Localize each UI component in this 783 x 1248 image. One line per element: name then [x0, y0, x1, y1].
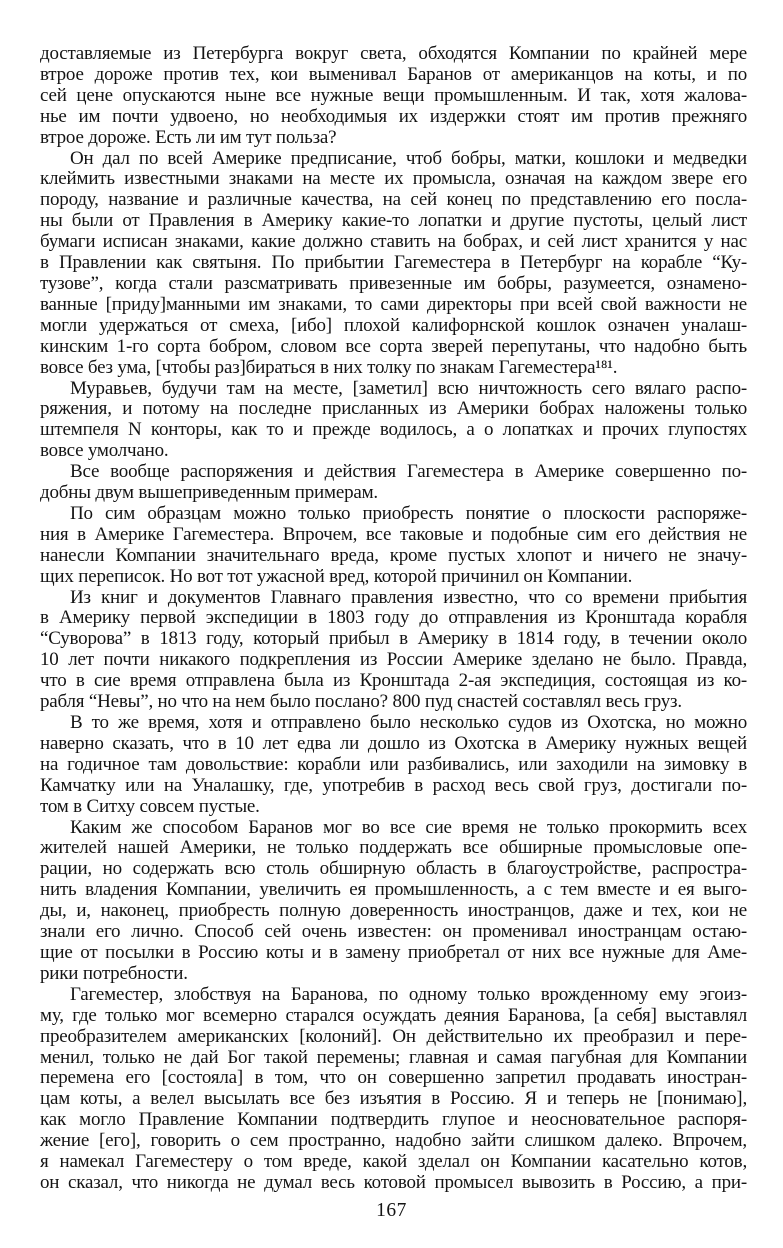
text-line: перемена его [состояла] в том, что он совершенно запретил продавать иностран- [40, 1067, 747, 1089]
text-line: как могло Правление Компании подтвердить глупое и неосновательное распоря- [40, 1109, 747, 1131]
text-line: я намекал Гагеместеру о том вреде, какой зделал он Компании касательно котов, [40, 1151, 747, 1173]
text-line: щие от посылки в Россию коты и в замену приобретал от них все нужные для Аме- [40, 941, 747, 963]
text-line: По сим образцам можно только приобресть понятие о плоскости распоряже- [70, 502, 747, 524]
text-line: бумаги исписан знаками, какие должно ставить на бобрах, и сей лист хранится у нас [40, 231, 747, 253]
text-line: знали его лично. Способ сей очень известен: он променивал иностранцам остаю- [40, 921, 747, 943]
text-line: ванные [приду]манными им знаками, то сами директоры при всей свой важности не [40, 293, 747, 315]
text-line: Все вообще распоряжения и действия Гагеместера в Америке совершенно по- [70, 461, 747, 483]
text-line: Каким же способом Баранов мог во все сие время не только прокормить всех [70, 816, 747, 838]
text-line: добны двум вышеприведенным примерам. [40, 482, 378, 504]
text-line: Муравьев, будучи там на месте, [заметил] всю ничтожность сего вялаго распо- [70, 377, 747, 399]
paragraph [40, 713, 747, 818]
text-line: ряжения, и потому на последне присланных из Америки бобрах наложены только [40, 398, 747, 420]
text-line: могли удержаться от смеха, [ибо] плохой калифорнской кошлок означен уналаш- [40, 314, 747, 336]
text-line: вовсе умолчано. [40, 440, 169, 462]
paragraph [40, 379, 747, 463]
text-line: наверно сказать, что в 10 лет едва ли дошло из Охотска в Америку нужных вещей [40, 732, 747, 754]
text-line: жителей нашей Америки, не только поддержать все обширные промысловые опе- [40, 837, 747, 859]
text-line: рации, но содержать всю столь обширную область в благоустройстве, распростра- [40, 858, 747, 880]
paragraph [40, 818, 747, 985]
text-line: штемпеля N конторы, как то и прежде водилось, а о лопатках и прочих глупостях [40, 419, 747, 441]
text-line: цам коты, а велел высылать все без изъятия в Россию. Я и теперь не [понимаю], [40, 1088, 747, 1110]
text-line: нье им почти удвоено, но необходимыя их издержки стоят им против прежняго [40, 105, 747, 127]
text-line: ния в Америке Гагеместера. Впрочем, все таковые и подобные сим его действия не [40, 523, 747, 545]
text-line: преобразителем американских [колоний]. Он действительно их преобразил и пере- [40, 1025, 747, 1047]
text-line: нанесли Компании значительнаго вреда, кроме пустых хлопот и ничего не значу- [40, 544, 747, 566]
text-block [40, 44, 747, 1194]
text-line: доставляемые из Петербурга вокруг света, обходятся Компании по крайней мере [40, 43, 747, 64]
text-line: ды, и, наконец, приобресть полную доверенность иностранцов, даже и тех, кои не [40, 900, 747, 922]
paragraph [40, 462, 747, 504]
text-line: рабля “Невы”, но что на нем было послано? 800 пуд снастей составлял весь груз. [40, 691, 682, 713]
text-line: втрое дороже. Есть ли им тут польза? [40, 126, 337, 148]
text-line: В то же время, хотя и отправлено было несколько судов из Охотска, но можно [70, 712, 747, 733]
text-line: ны были от Правления в Америку какие-то лопатки и другие пустоты, целый лист [40, 210, 747, 232]
text-line: менил, только не дай Бог такой перемены; главная и самая пагубная для Компании [40, 1046, 747, 1068]
text-line: клеймить известными знаками на месте их промысла, означая на каждом звере его [40, 168, 747, 190]
text-line: рики потребности. [40, 962, 188, 984]
text-line: жение [его], говорить о сем пространно, надобно зайти слишком далеко. Впрочем, [40, 1130, 747, 1152]
text-line: кинским 1-го сорта бобром, словом все сорта зверей перепутаны, что надобно быть [40, 335, 747, 357]
text-line: в Америку первой экспедиции в 1803 году до отправления из Кронштада корабля [40, 607, 747, 629]
text-line: Гагеместер, злобствуя на Баранова, по одному только врожденному ему эгоиз- [70, 983, 747, 1005]
text-line: Камчатку или на Уналашку, где, употребив в расход весь свой груз, достигали по- [40, 774, 747, 796]
text-line: на годичное там довольствие: корабли или разбивались, или заходили на зимовку в [40, 753, 747, 775]
text-line: в Правлении как святыня. По прибытии Гагеместера в Петербург на корабле “Ку- [40, 252, 747, 274]
paragraph [40, 588, 747, 713]
text-line: нить владения Компании, увеличить ея промышленность, а с тем вместе и ея выго- [40, 879, 747, 901]
page-number: 167 [376, 1200, 407, 1221]
text-line: Он дал по всей Америке предписание, чтоб бобры, матки, кошлоки и медведки [70, 147, 747, 169]
text-line: “Суворова” в 1813 году, который прибыл в Америку в 1814 году, в течении около [40, 628, 747, 650]
text-line: му, где только мог всемерно старался осуждать деяния Баранова, [а себя] выставлял [40, 1004, 747, 1026]
paragraph [40, 149, 747, 379]
paragraph [40, 985, 747, 1194]
text-line: вовсе без ума, [чтобы раз]бираться в них толку по знакам Гагеместера¹⁸¹. [40, 356, 618, 378]
text-line: втрое дороже против тех, кои выменивал Баранов от американцов на коты, и по [40, 63, 747, 85]
text-line: он сказал, что никогда не думал весь котовой промысел вывозить в Россию, а при- [40, 1171, 747, 1193]
text-line: 10 лет почти никакого подкрепления из России Америке зделано не было. Правда, [40, 649, 747, 671]
paragraph [40, 504, 747, 588]
paragraph [40, 44, 747, 149]
text-line: что в сие время отправлена была из Кронштада 2-ая экспедиция, состоящая из ко- [40, 670, 747, 692]
text-line: сей цене опускаются ныне все нужные вещи промышленным. И так, хотя жалова- [40, 84, 747, 106]
text-line: щих переписок. Но вот тот ужасной вред, которой причинил он Компании. [40, 565, 633, 587]
text-line: том в Ситху совсем пустые. [40, 795, 260, 817]
text-line: Из книг и документов Главнаго правления известно, что со времени прибытия [70, 586, 747, 608]
text-line: породу, название и различные качества, на сей конец по представлению его посла- [40, 189, 747, 211]
text-line: тузове”, когда стали разсматривать привезенные им бобры, разумеется, ознамено- [40, 272, 747, 294]
